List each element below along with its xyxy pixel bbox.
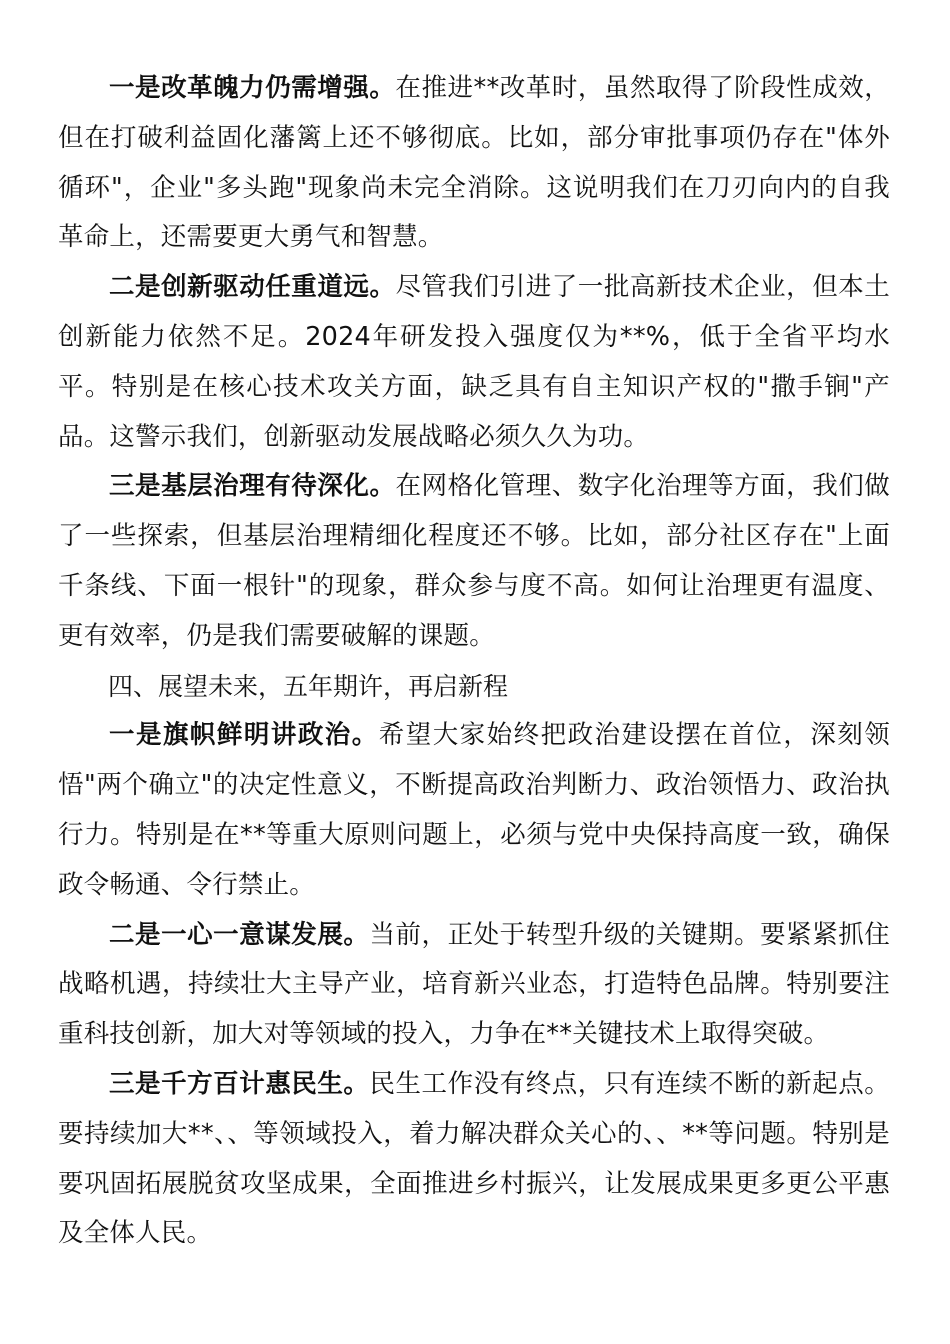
section-heading: 四、展望未来，五年期许，再启新程	[108, 671, 509, 701]
paragraph-politics	[58, 711, 890, 910]
paragraph-text: 民生工作没有终点，只有连续不断的新起点。要持续加大**、、等领域投入，着力解决群众关心的、、**等问题。特别是要巩固拓展脱贫攻坚成果，全面推进乡村振兴，让发展成果更多更公平惠及全体人民。	[58, 1068, 890, 1249]
paragraph-lead: 三是基层治理有待深化。	[109, 471, 396, 502]
paragraph-governance	[58, 462, 890, 661]
paragraph-lead: 一是旗帜鲜明讲政治。	[109, 720, 379, 751]
paragraph-lead: 一是改革魄力仍需增强。	[109, 73, 396, 103]
paragraph-text: 当前，正处于转型升级的关键期。要紧紧抓住战略机遇，持续壮大主导产业，培育新兴业态，打造特色品牌。特别要注重科技创新，加大对等领域的投入，力争在**关键技术上取得突破。	[58, 919, 890, 1050]
paragraph-lead: 二是一心一意谋发展。	[109, 919, 370, 950]
paragraph-text: 尽管我们引进了一批高新技术企业，但本土创新能力依然不足。2024年研发投入强度仅为**%，低于全省平均水平。特别是在核心技术攻关方面，缺乏具有自主知识产权的"撒手锏"产品。这警示我们，创新驱动发展战略必须久久为功。	[58, 272, 890, 452]
paragraph-development	[58, 911, 890, 1060]
paragraph-lead: 二是创新驱动任重道远。	[109, 272, 396, 303]
paragraph-livelihood	[58, 1060, 890, 1259]
paragraph-innovation	[58, 263, 890, 462]
paragraph-reform	[58, 64, 890, 263]
document-body	[58, 64, 890, 1259]
paragraph-text: 在推进**改革时，虽然取得了阶段性成效，但在打破利益固化藩篱上还不够彻底。比如，部分审批事项仍存在"体外循环"，企业"多头跑"现象尚未完全消除。这说明我们在刀刃向内的自我革命上，还需要更大勇气和智慧。	[58, 73, 890, 253]
paragraph-text: 在网格化管理、数字化治理等方面，我们做了一些探索，但基层治理精细化程度还不够。比如，部分社区存在"上面千条线、下面一根针"的现象，群众参与度不高。如何让治理更有温度、更有效率，仍是我们需要破解的课题。	[58, 471, 890, 651]
paragraph-lead: 三是千方百计惠民生。	[109, 1068, 370, 1099]
paragraph-text: 希望大家始终把政治建设摆在首位，深刻领悟"两个确立"的决定性意义，不断提高政治判断力、政治领悟力、政治执行力。特别是在**等重大原则问题上，必须与党中央保持高度一致，确保政令畅通、令行禁止。	[58, 720, 890, 900]
